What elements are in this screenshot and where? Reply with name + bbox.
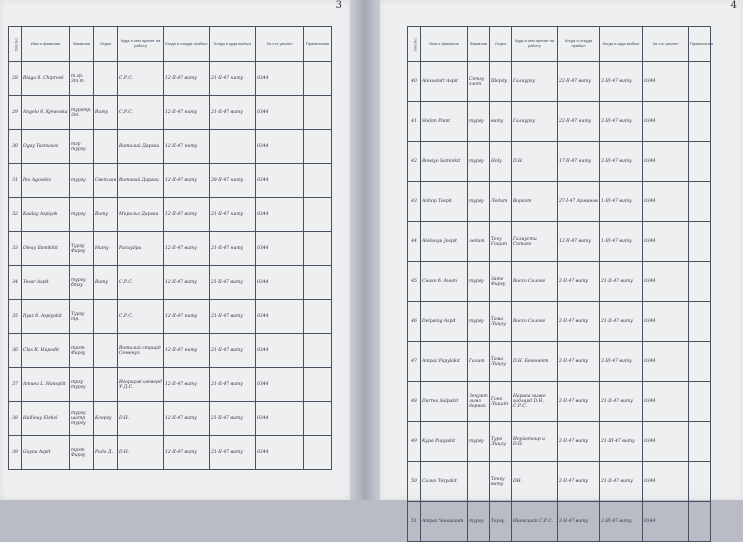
person-name-cell: Салко Tozyakit bbox=[421, 462, 468, 502]
column-header: Имя и фамилия bbox=[22, 27, 70, 62]
column-header: Когда и куда выбыл bbox=[210, 27, 256, 62]
ledger-cell: Шерду bbox=[490, 62, 512, 102]
remarks-cell bbox=[689, 342, 711, 382]
date-cell: 2-II-47 виту bbox=[558, 422, 600, 462]
date-cell: 21-II-47 ниту bbox=[210, 62, 256, 96]
remarks-cell bbox=[689, 462, 711, 502]
book-gutter bbox=[350, 0, 380, 500]
code-cell: 0344 bbox=[643, 502, 689, 542]
row-number: 48 bbox=[408, 382, 421, 422]
date-cell: 2-II-47 виту bbox=[558, 382, 600, 422]
date-cell: 12-II-47 виту bbox=[164, 198, 210, 232]
row-number: 29 bbox=[9, 96, 22, 130]
date-cell: 21-II-47 виту bbox=[600, 382, 643, 422]
date-cell: 12-II-47 виту bbox=[164, 232, 210, 266]
row-number: 34 bbox=[9, 266, 22, 300]
person-name-cell: Angelo б. Kjewoska bbox=[22, 96, 70, 130]
ledger-cell bbox=[94, 130, 118, 164]
row-number: 31 bbox=[9, 164, 22, 198]
person-name-cell: Снако б. Анит bbox=[421, 262, 468, 302]
ledger-cell: Ледит bbox=[490, 182, 512, 222]
row-number: 28 bbox=[9, 62, 22, 96]
left-page bbox=[0, 0, 350, 500]
code-cell: 0344 bbox=[643, 302, 689, 342]
ledger-cell: D.H. bbox=[118, 402, 164, 436]
remarks-cell bbox=[304, 232, 332, 266]
remarks-cell bbox=[304, 436, 332, 470]
ledger-cell: тургу bbox=[70, 198, 94, 232]
column-header: Когда и откуда прибыл bbox=[164, 27, 210, 62]
ledger-cell: тгр тургу bbox=[70, 130, 94, 164]
row-number: 33 bbox=[9, 232, 22, 266]
row-number: 35 bbox=[9, 300, 22, 334]
column-header: Фамилия bbox=[468, 27, 490, 62]
ledger-cell: тургу бтгу bbox=[70, 266, 94, 300]
code-cell: 0344 bbox=[256, 266, 304, 300]
ledger-cell: тургу bbox=[468, 262, 490, 302]
date-cell: 1-III-47 виту bbox=[600, 182, 643, 222]
code-cell: 0344 bbox=[256, 368, 304, 402]
person-name-cell: Ogay Tasmasov bbox=[22, 130, 70, 164]
date-cell: 2-II-47 виту bbox=[558, 462, 600, 502]
ledger-cell: Тергу bbox=[490, 502, 512, 542]
ledger-cell: Светлан bbox=[94, 164, 118, 198]
row-number: 44 bbox=[408, 222, 421, 262]
ledger-cell: ледит bbox=[468, 222, 490, 262]
remarks-cell bbox=[689, 102, 711, 142]
ledger-cell: тургу шатр тургу bbox=[70, 402, 94, 436]
person-name-cell: Kaalay Aspiyak bbox=[22, 198, 70, 232]
ledger-cell: Миральз Даргаи bbox=[118, 198, 164, 232]
date-cell: 12-II-47 виту bbox=[164, 266, 210, 300]
date-cell: 12-II-47 ниту bbox=[164, 96, 210, 130]
ledger-cell: тургу bbox=[70, 164, 94, 198]
ledger-cell: Зекумт лимз дорнак bbox=[468, 382, 490, 422]
code-cell: 0344 bbox=[643, 262, 689, 302]
ledger-cell: Вассо Салоке bbox=[512, 302, 558, 342]
table-row bbox=[408, 142, 711, 182]
ledger-cell: тргт Фиргу bbox=[70, 436, 94, 470]
remarks-cell bbox=[689, 62, 711, 102]
ledger-cell: D.H. bbox=[118, 436, 164, 470]
table-row bbox=[9, 130, 332, 164]
row-number: 42 bbox=[408, 142, 421, 182]
code-cell: 0344 bbox=[256, 130, 304, 164]
code-cell: 0344 bbox=[256, 62, 304, 96]
person-name-cell: Amuea L. Hanoplit bbox=[22, 368, 70, 402]
code-cell: 0344 bbox=[643, 342, 689, 382]
ledger-cell: тургу bbox=[468, 102, 490, 142]
code-cell: 0344 bbox=[256, 436, 304, 470]
ledger-cell: Ксергу bbox=[94, 402, 118, 436]
date-cell: 21-II-47 виту bbox=[600, 462, 643, 502]
row-number: 36 bbox=[9, 334, 22, 368]
row-number: 45 bbox=[408, 262, 421, 302]
ledger-cell: D.H. bbox=[512, 142, 558, 182]
ledger-cell bbox=[94, 334, 118, 368]
remarks-cell bbox=[689, 222, 711, 262]
date-cell: 12-II-47 виту bbox=[164, 436, 210, 470]
ledger-cell: С.Р.С. bbox=[118, 300, 164, 334]
row-number: 40 bbox=[408, 62, 421, 102]
date-cell: 21-II-47 виту bbox=[210, 368, 256, 402]
code-cell: 0344 bbox=[643, 102, 689, 142]
date-cell: 17-II-47 ниту bbox=[558, 142, 600, 182]
date-cell: 22-II-47 ниту bbox=[558, 102, 600, 142]
remarks-cell bbox=[304, 198, 332, 232]
remarks-cell bbox=[689, 422, 711, 462]
table-row bbox=[408, 502, 711, 542]
date-cell: 2-III-47 виту bbox=[600, 342, 643, 382]
date-cell: 2-III-47 виту bbox=[600, 62, 643, 102]
column-header: Примечания bbox=[689, 27, 711, 62]
date-cell: 21-II-47 ниту bbox=[210, 198, 256, 232]
column-header: Отдел bbox=[490, 27, 512, 62]
ledger-cell: виту bbox=[490, 102, 512, 142]
remarks-cell bbox=[689, 502, 711, 542]
remarks-cell bbox=[689, 182, 711, 222]
date-cell: 21-II-47 виту bbox=[210, 266, 256, 300]
date-cell: 12-II-47 ниту bbox=[164, 130, 210, 164]
person-name-cell: Oleay Ilamikhit bbox=[22, 232, 70, 266]
code-cell: 0344 bbox=[256, 402, 304, 436]
ledger-table bbox=[8, 26, 332, 470]
remarks-cell bbox=[304, 402, 332, 436]
table-row bbox=[9, 266, 332, 300]
code-cell: 0344 bbox=[643, 462, 689, 502]
date-cell: 2-II-47 виту bbox=[558, 262, 600, 302]
date-cell: 12-II-47 виту bbox=[558, 222, 600, 262]
ledger-cell: тургтр. 3т. bbox=[70, 96, 94, 130]
table-row bbox=[408, 382, 711, 422]
date-cell: 12-II-47 ниту bbox=[164, 300, 210, 334]
person-name-cell: Stefan Plant bbox=[421, 102, 468, 142]
right-page bbox=[380, 0, 743, 524]
date-cell: 2-II-47 виту bbox=[558, 302, 600, 342]
code-cell: 0344 bbox=[643, 222, 689, 262]
ledger-cell: тургу bbox=[468, 142, 490, 182]
person-name-cell: Rlaga б. Chiprovk bbox=[22, 62, 70, 96]
table-row bbox=[408, 182, 711, 222]
person-name-cell: Tesar Aspit bbox=[22, 266, 70, 300]
table-row bbox=[9, 62, 332, 96]
code-cell: 0344 bbox=[643, 182, 689, 222]
column-header: Имя и фамилия bbox=[421, 27, 468, 62]
remarks-cell bbox=[304, 266, 332, 300]
ledger-cell: Виталий стрирд Семенуз bbox=[118, 334, 164, 368]
row-number: 47 bbox=[408, 342, 421, 382]
row-number: 37 bbox=[9, 368, 22, 402]
table-row bbox=[408, 462, 711, 502]
date-cell: 22-II-47 виту bbox=[558, 62, 600, 102]
date-cell: 21-II-47 виту bbox=[210, 300, 256, 334]
ledger-cell: тургу bbox=[468, 502, 490, 542]
ledger-cell: Виту bbox=[94, 198, 118, 232]
code-cell: 0344 bbox=[643, 142, 689, 182]
column-header: Куда и кем принят на работу bbox=[512, 27, 558, 62]
person-name-cell: Gayna Aspit bbox=[22, 436, 70, 470]
date-cell: 21-II-47 виту bbox=[210, 96, 256, 130]
ledger-cell: Тенгу виту bbox=[490, 462, 512, 502]
column-header: Когда и куда выбыл bbox=[600, 27, 643, 62]
ledger-cell: Расиудра bbox=[118, 232, 164, 266]
ledger-cell: С.Р.С. bbox=[118, 62, 164, 96]
date-cell: 2-III-47 виту bbox=[600, 502, 643, 542]
page-number: 3 bbox=[335, 0, 342, 11]
table-row bbox=[9, 96, 332, 130]
date-cell: 2-II-47 виту bbox=[558, 342, 600, 382]
remarks-cell bbox=[689, 262, 711, 302]
row-number: 38 bbox=[9, 402, 22, 436]
date-cell bbox=[210, 130, 256, 164]
ledger-cell: Тургу тр. bbox=[70, 300, 94, 334]
person-name-cell: Ilyaz б. Aspiyakit bbox=[22, 300, 70, 334]
column-header: Фамилия bbox=[70, 27, 94, 62]
table-row bbox=[408, 342, 711, 382]
column-header: Примечания bbox=[304, 27, 332, 62]
ledger-cell: Holy bbox=[490, 142, 512, 182]
header-row bbox=[9, 27, 332, 62]
person-name-cell: Alexsandr Aspit bbox=[421, 62, 468, 102]
page-number: 4 bbox=[730, 0, 737, 11]
date-cell: 21-III-47 виту bbox=[600, 422, 643, 462]
column-header: Когда и откуда прибыл bbox=[558, 27, 600, 62]
remarks-cell bbox=[304, 130, 332, 164]
ledger-cell: DH. bbox=[512, 462, 558, 502]
ledger-cell: Нарака ниже гадлард D.H. С.Р.С. bbox=[512, 382, 558, 422]
person-name-cell: Aleksayu Jospit bbox=[421, 222, 468, 262]
table-row bbox=[9, 436, 332, 470]
code-cell: 0344 bbox=[643, 382, 689, 422]
table-row bbox=[408, 422, 711, 462]
table-row bbox=[408, 62, 711, 102]
code-cell: 0344 bbox=[256, 334, 304, 368]
person-name-cell: Bowiyo Saminkit bbox=[421, 142, 468, 182]
ledger-cell: Галиургу bbox=[512, 62, 558, 102]
date-cell: 12-II-47 виту bbox=[164, 164, 210, 198]
date-cell: 12-II-47 виту bbox=[164, 368, 210, 402]
date-cell: 2-II-47 виту bbox=[558, 502, 600, 542]
row-number: 32 bbox=[9, 198, 22, 232]
date-cell: 28-II-47 ниту bbox=[210, 164, 256, 198]
code-cell: 0344 bbox=[256, 232, 304, 266]
ledger-cell: Ридо Д. bbox=[94, 436, 118, 470]
date-cell: 1-III-47 виту bbox=[600, 222, 643, 262]
column-header: За что уволен bbox=[256, 27, 304, 62]
row-number: 43 bbox=[408, 182, 421, 222]
remarks-cell bbox=[304, 334, 332, 368]
column-header: Оrd.No. bbox=[9, 27, 22, 62]
row-number: 30 bbox=[9, 130, 22, 164]
code-cell: 0344 bbox=[256, 300, 304, 334]
code-cell: 0344 bbox=[256, 198, 304, 232]
remarks-cell bbox=[304, 368, 332, 402]
ledger-cell bbox=[94, 62, 118, 96]
ledger-cell: Галиусти Сотаке bbox=[512, 222, 558, 262]
ledger-cell: D.H. Бекенект bbox=[512, 342, 558, 382]
remarks-cell bbox=[304, 62, 332, 96]
table-row bbox=[9, 164, 332, 198]
ledger-cell: тургу bbox=[468, 182, 490, 222]
table-row bbox=[408, 222, 711, 262]
ledger-cell: Туро Лицгу bbox=[490, 422, 512, 462]
row-number: 46 bbox=[408, 302, 421, 342]
ledger-cell: Тама Лицгу bbox=[490, 302, 512, 342]
column-header: За что уволен bbox=[643, 27, 689, 62]
date-cell: 2-III-47 виту bbox=[600, 142, 643, 182]
column-header: Оrd.No. bbox=[408, 27, 421, 62]
table-row bbox=[9, 198, 332, 232]
date-cell: 21-II-47 виту bbox=[600, 302, 643, 342]
table-row bbox=[9, 334, 332, 368]
ledger-cell: Виту bbox=[94, 96, 118, 130]
person-name-cell: Ampaz Papylakit bbox=[421, 342, 468, 382]
table-row bbox=[408, 262, 711, 302]
person-name-cell: Delpaing Aspit bbox=[421, 302, 468, 342]
date-cell: 27-I-47 Арманов bbox=[558, 182, 600, 222]
remarks-cell bbox=[689, 302, 711, 342]
ledger-cell: тургу bbox=[468, 302, 490, 342]
ledger-cell: т.гр. 3т.т bbox=[70, 62, 94, 96]
table-row bbox=[408, 302, 711, 342]
column-header: Отдел bbox=[94, 27, 118, 62]
remarks-cell bbox=[689, 142, 711, 182]
row-number: 49 bbox=[408, 422, 421, 462]
date-cell: 21-II-47 виту bbox=[210, 436, 256, 470]
ledger-cell: Виталий Даргаи bbox=[118, 130, 164, 164]
table-row bbox=[9, 232, 332, 266]
ledger-cell: Гоно Лицит bbox=[490, 382, 512, 422]
ledger-cell: Ниоксиат С.Р.С. bbox=[512, 502, 558, 542]
table-row bbox=[9, 300, 332, 334]
person-name-cell: Halliouy Elshol bbox=[22, 402, 70, 436]
ledger-cell: Иоуйотоир и D.H. bbox=[512, 422, 558, 462]
date-cell: 21-II-47 виту bbox=[210, 334, 256, 368]
person-name-cell: Durrea Salpakit bbox=[421, 382, 468, 422]
ledger-cell: С.Р.С. bbox=[118, 266, 164, 300]
ledger-cell: Тама Лицгу bbox=[490, 342, 512, 382]
remarks-cell bbox=[304, 164, 332, 198]
ledger-cell: Галиургу bbox=[512, 102, 558, 142]
ledger-cell bbox=[94, 368, 118, 402]
ledger-cell: Сетгу глот bbox=[468, 62, 490, 102]
ledger-cell: тргт Фиргу bbox=[70, 334, 94, 368]
row-number: 39 bbox=[9, 436, 22, 470]
ledger-cell: тургу bbox=[468, 422, 490, 462]
ledger-cell: Игорирж иммерд У.Д.С. bbox=[118, 368, 164, 402]
ledger-cell: тргу тургу bbox=[70, 368, 94, 402]
person-name-cell: Кура Pupyakit bbox=[421, 422, 468, 462]
ledger-cell bbox=[94, 300, 118, 334]
row-number: 41 bbox=[408, 102, 421, 142]
code-cell: 0344 bbox=[256, 96, 304, 130]
header-row bbox=[408, 27, 711, 62]
person-name-cell: Ampaz Чаниакит bbox=[421, 502, 468, 542]
ledger-table bbox=[407, 26, 714, 542]
date-cell: 21-II-47 ниту bbox=[210, 232, 256, 266]
table-row bbox=[9, 368, 332, 402]
ledger-cell bbox=[468, 462, 490, 502]
date-cell: 2-III-47 виту bbox=[600, 102, 643, 142]
code-cell: 0344 bbox=[256, 164, 304, 198]
ledger-cell: Виту bbox=[94, 266, 118, 300]
remarks-cell bbox=[304, 300, 332, 334]
row-number: 50 bbox=[408, 462, 421, 502]
person-name-cell: Clas R. Hupodit bbox=[22, 334, 70, 368]
ledger-cell: Зате Фиргу bbox=[490, 262, 512, 302]
date-cell: 12-II-47 виту bbox=[164, 62, 210, 96]
date-cell: 12-II-47 ниту bbox=[164, 334, 210, 368]
ledger-cell: Вассо Салоке bbox=[512, 262, 558, 302]
code-cell: 0344 bbox=[643, 422, 689, 462]
ledger-cell: Галит bbox=[468, 342, 490, 382]
code-cell: 0344 bbox=[643, 62, 689, 102]
ledger-cell: Тегу Гоцит bbox=[490, 222, 512, 262]
remarks-cell bbox=[304, 96, 332, 130]
row-number: 51 bbox=[408, 502, 421, 542]
date-cell: 21-II-47 виту bbox=[210, 402, 256, 436]
remarks-cell bbox=[689, 382, 711, 422]
ledger-cell: Воркот bbox=[512, 182, 558, 222]
ledger-cell: Витагий Даргаи bbox=[118, 164, 164, 198]
table-row bbox=[9, 402, 332, 436]
table-row bbox=[408, 102, 711, 142]
column-header: Куда и кем принят на работу bbox=[118, 27, 164, 62]
person-name-cell: Iho Agosdes bbox=[22, 164, 70, 198]
ledger-cell: Тургу Фиргу bbox=[70, 232, 94, 266]
ledger-cell: Ниту bbox=[94, 232, 118, 266]
date-cell: 21-II-47 виту bbox=[600, 262, 643, 302]
ledger-cell: С.Р.С. bbox=[118, 96, 164, 130]
date-cell: 12-II-47 виту bbox=[164, 402, 210, 436]
person-name-cell: Anhop Tospit bbox=[421, 182, 468, 222]
